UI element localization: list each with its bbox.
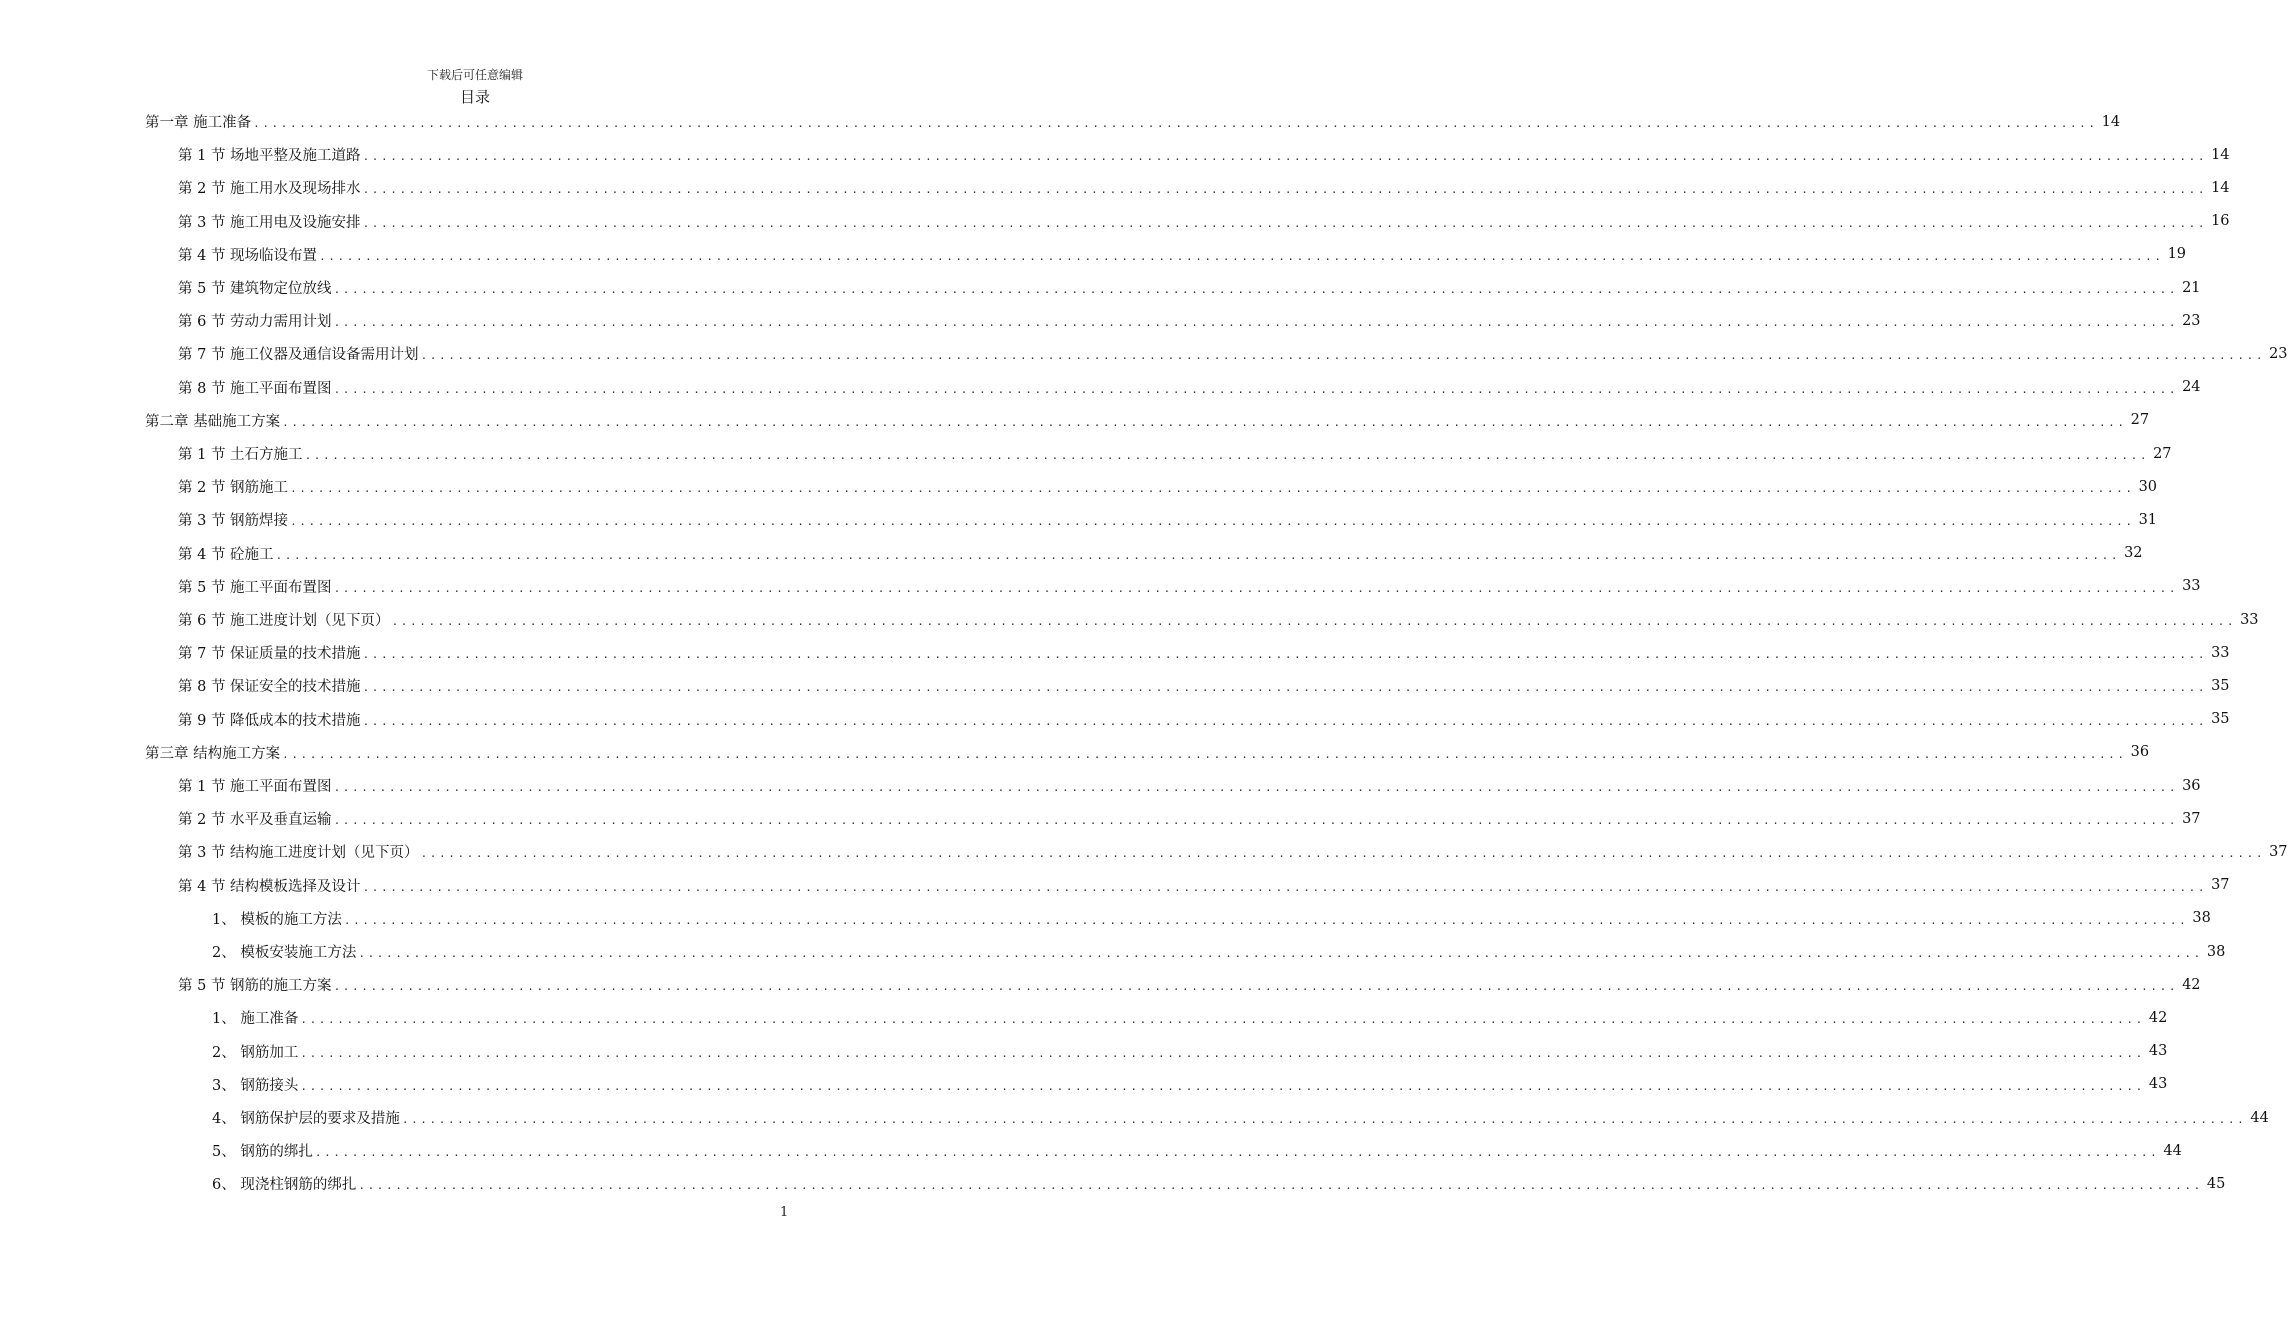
toc-entry[interactable]	[212, 1035, 2168, 1068]
toc-dot-leader: ........................................................................................................................................................................................................	[420, 349, 2266, 363]
toc-dot-leader: ........................................................................................................................................................................................................	[333, 980, 2179, 994]
toc-entry[interactable]	[178, 968, 2201, 1001]
toc-entry-label: 第 8 节 施工平面布置图	[178, 380, 332, 397]
toc-dot-leader: ........................................................................................................................................................................................................	[401, 1113, 2247, 1126]
toc-entry-page: 33	[2211, 644, 2230, 661]
toc-entry[interactable]	[178, 570, 2201, 603]
toc-entry-page: 37	[2182, 810, 2201, 827]
toc-entry[interactable]	[145, 105, 2121, 138]
toc-entry-label: 第 8 节 保证安全的技术措施	[178, 679, 361, 696]
toc-entry[interactable]	[212, 1068, 2168, 1101]
toc-entry[interactable]	[178, 636, 2230, 669]
toc-entry[interactable]	[178, 503, 2158, 536]
toc-entry-page: 14	[2211, 179, 2230, 196]
toc-entry-label: 第 3 节 钢筋焊接	[178, 513, 289, 530]
toc-entry-label: 第 5 节 建筑物定位放线	[178, 281, 332, 297]
toc-entry-page: 44	[2250, 1109, 2269, 1126]
toc-entry[interactable]	[178, 703, 2230, 736]
toc-entry-page: 43	[2148, 1043, 2168, 1060]
toc-entry-label: 第二章 基础施工方案	[145, 413, 281, 430]
toc-dot-leader: ........................................................................................................................................................................................................	[253, 117, 2098, 130]
toc-dot-leader: ........................................................................................................................................................................................................	[362, 648, 2208, 662]
toc-dot-leader: ........................................................................................................................................................................................................	[275, 548, 2121, 562]
toc-entry-label: 第 7 节 保证质量的技术措施	[178, 646, 361, 663]
toc-entry[interactable]	[212, 1134, 2182, 1167]
toc-entry-label: 1、 模板的施工方法	[212, 911, 342, 928]
toc-entry-page: 16	[2211, 213, 2230, 230]
toc-entry-label: 5、 钢筋的绑扎	[212, 1144, 313, 1161]
toc-entry-label: 6、 现浇柱钢筋的绑扎	[212, 1177, 357, 1194]
header-note: 下载后可任意编辑	[426, 68, 523, 82]
toc-entry[interactable]	[178, 669, 2230, 702]
toc-entry-page: 27	[2130, 412, 2150, 429]
toc-entry[interactable]	[212, 1101, 2269, 1134]
toc-entry-label: 第 4 节 结构模板选择及设计	[178, 878, 361, 895]
toc-entry-label: 第一章 施工准备	[145, 115, 252, 131]
toc-entry-page: 36	[2130, 744, 2150, 761]
toc-entry[interactable]	[178, 437, 2172, 470]
toc-title: 目录	[459, 88, 490, 106]
toc-dot-leader: ........................................................................................................................................................................................................	[290, 482, 2135, 496]
toc-dot-leader: ........................................................................................................................................................................................................	[333, 581, 2179, 595]
toc-entry[interactable]	[178, 470, 2158, 503]
toc-dot-leader: ........................................................................................................................................................................................................	[333, 382, 2179, 396]
toc-entry-page: 27	[2153, 445, 2172, 462]
toc-entry[interactable]	[178, 238, 2187, 271]
toc-entry[interactable]	[178, 537, 2143, 570]
toc-entry-label: 第 2 节 施工用水及现场排水	[178, 181, 361, 198]
toc-entry[interactable]	[178, 835, 2288, 868]
toc-entry[interactable]	[212, 1167, 2226, 1200]
toc-entry[interactable]	[178, 869, 2230, 902]
toc-entry-page: 37	[2211, 877, 2230, 894]
toc-entry-label: 第 4 节 现场临设布置	[178, 247, 318, 264]
toc-dot-leader: ........................................................................................................................................................................................................	[282, 747, 2127, 761]
toc-entry[interactable]	[178, 337, 2288, 370]
toc-dot-leader: ........................................................................................................................................................................................................	[362, 880, 2208, 894]
toc-entry[interactable]	[178, 205, 2230, 238]
toc-entry-label: 4、 钢筋保护层的要求及措施	[212, 1111, 400, 1127]
toc-entry-label: 第 5 节 施工平面布置图	[178, 579, 332, 596]
toc-dot-leader: ........................................................................................................................................................................................................	[314, 1146, 2160, 1160]
toc-entry-page: 42	[2148, 1009, 2168, 1026]
toc-dot-leader: ........................................................................................................................................................................................................	[333, 283, 2179, 296]
toc-entry[interactable]	[145, 404, 2150, 437]
toc-entry-label: 第 1 节 施工平面布置图	[178, 779, 332, 795]
toc-entry[interactable]	[212, 902, 2211, 935]
toc-dot-leader: ........................................................................................................................................................................................................	[333, 781, 2179, 794]
toc-entry[interactable]	[212, 1001, 2168, 1034]
toc-entry-page: 19	[2167, 246, 2187, 263]
toc-dot-leader: ........................................................................................................................................................................................................	[420, 847, 2266, 861]
toc-entry-label: 3、 钢筋接头	[212, 1077, 299, 1094]
toc-entry-page: 36	[2182, 777, 2201, 794]
toc-dot-leader: ........................................................................................................................................................................................................	[319, 249, 2164, 263]
toc-entry-page: 42	[2182, 976, 2201, 993]
toc-entry[interactable]	[212, 935, 2226, 968]
toc-entry-label: 第 4 节 砼施工	[178, 546, 274, 563]
toc-entry-page: 45	[2206, 1175, 2226, 1192]
toc-dot-leader: ........................................................................................................................................................................................................	[333, 814, 2179, 828]
toc-entry-page: 30	[2138, 478, 2158, 495]
toc-dot-leader: ........................................................................................................................................................................................................	[362, 216, 2208, 230]
toc-dot-leader: ........................................................................................................................................................................................................	[358, 1179, 2203, 1193]
toc-entry-page: 14	[2211, 146, 2230, 163]
toc-entry-page: 43	[2148, 1076, 2168, 1093]
toc-entry-page: 35	[2211, 711, 2230, 728]
toc-entry-page: 37	[2269, 843, 2288, 860]
toc-entry[interactable]	[178, 769, 2201, 802]
toc-dot-leader: ........................................................................................................................................................................................................	[362, 681, 2208, 695]
toc-entry-page: 35	[2211, 677, 2230, 694]
toc-entry[interactable]	[145, 736, 2150, 769]
toc-entry-page: 23	[2269, 345, 2288, 362]
toc-dot-leader: ........................................................................................................................................................................................................	[290, 515, 2135, 529]
toc-entry[interactable]	[178, 171, 2230, 204]
toc-entry-label: 第 7 节 施工仪器及通信设备需用计划	[178, 347, 419, 364]
toc-dot-leader: ........................................................................................................................................................................................................	[282, 415, 2127, 429]
toc-entry-page: 33	[2240, 611, 2259, 628]
toc-entry-page: 33	[2182, 578, 2201, 595]
toc-dot-leader: ........................................................................................................................................................................................................	[300, 1013, 2145, 1027]
toc-entry-label: 第 6 节 劳动力需用计划	[178, 314, 332, 331]
toc-entry[interactable]	[178, 603, 2259, 636]
toc-entry-page: 32	[2124, 545, 2143, 562]
toc-entry-label: 第 1 节 土石方施工	[178, 447, 303, 463]
toc-dot-leader: ........................................................................................................................................................................................................	[300, 1046, 2145, 1060]
toc-dot-leader: ........................................................................................................................................................................................................	[358, 947, 2203, 960]
toc-dot-leader: ........................................................................................................................................................................................................	[362, 714, 2208, 728]
page-number: 1	[780, 1205, 789, 1220]
toc-entry[interactable]	[178, 138, 2230, 171]
toc-entry-label: 第 3 节 结构施工进度计划（见下页）	[178, 845, 419, 862]
toc-entry[interactable]	[178, 802, 2201, 835]
toc-dot-leader: ........................................................................................................................................................................................................	[333, 316, 2179, 330]
toc-entry-label: 2、 钢筋加工	[212, 1044, 299, 1061]
toc-dot-leader: ........................................................................................................................................................................................................	[343, 913, 2189, 927]
toc-entry-page: 38	[2206, 943, 2226, 960]
toc-dot-leader: ........................................................................................................................................................................................................	[300, 1079, 2145, 1093]
toc-entry[interactable]	[178, 271, 2201, 304]
toc-entry-label: 第 5 节 钢筋的施工方案	[178, 978, 332, 995]
toc-entry-label: 1、 施工准备	[212, 1011, 299, 1028]
toc-entry-label: 2、 模板安装施工方法	[212, 945, 357, 961]
toc-entry-page: 23	[2182, 312, 2201, 329]
toc-dot-leader: ........................................................................................................................................................................................................	[304, 449, 2150, 462]
toc-entry-label: 第 2 节 水平及垂直运输	[178, 812, 332, 829]
toc-entry-label: 第三章 结构施工方案	[145, 745, 281, 762]
toc-dot-leader: ........................................................................................................................................................................................................	[362, 150, 2208, 164]
toc-entry-label: 第 2 节 钢筋施工	[178, 480, 289, 497]
toc-entry-label: 第 3 节 施工用电及设施安排	[178, 214, 361, 231]
toc-entry-page: 38	[2192, 910, 2211, 927]
toc-dot-leader: ........................................................................................................................................................................................................	[391, 615, 2237, 628]
toc-entry[interactable]	[178, 371, 2201, 404]
toc-dot-leader: ........................................................................................................................................................................................................	[362, 183, 2208, 197]
toc-entry[interactable]	[178, 304, 2201, 337]
toc-entry-page: 24	[2182, 379, 2201, 396]
toc-entry-label: 第 6 节 施工进度计划（见下页）	[178, 613, 390, 629]
toc-entry-page: 21	[2182, 279, 2201, 296]
toc-entry-page: 31	[2138, 511, 2158, 528]
toc-entry-label: 第 1 节 场地平整及施工道路	[178, 148, 361, 165]
toc-entry-page: 44	[2163, 1142, 2182, 1159]
toc-entry-page: 14	[2101, 113, 2121, 130]
toc-entry-label: 第 9 节 降低成本的技术措施	[178, 712, 361, 729]
